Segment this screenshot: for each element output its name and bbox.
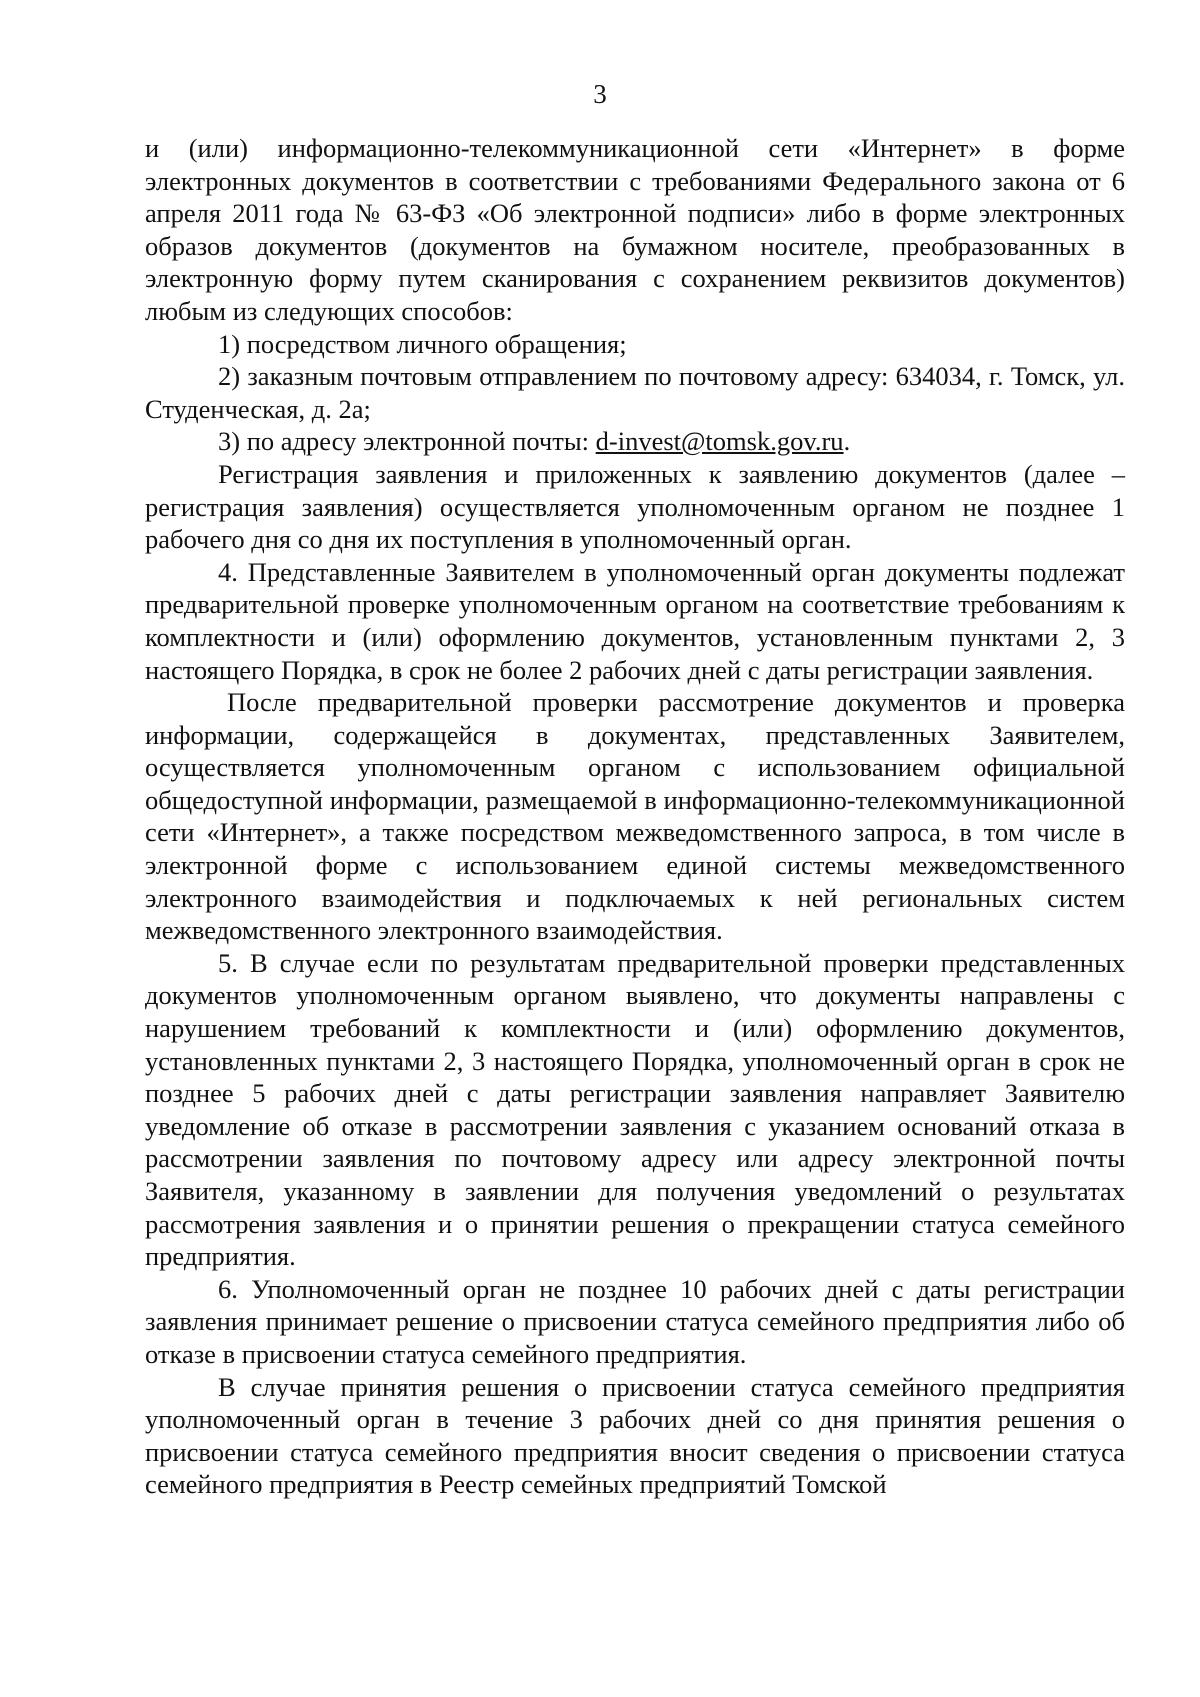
list-item-email [145,425,1125,458]
paragraph-registration: Регистрация заявления и приложенных к заявлению документов (далее – регистрация заявления) осуществляется уполномоченным органом не позднее 1 рабочего дня со дня их поступления в уполномоченный орган. [145,458,1125,555]
paragraph-after-check: После предварительной проверки рассмотрение документов и проверка информации, содержащейся в документах, представленных Заявителем, осуществляется уполномоченным органом с использованием официальной общедоступной информации, размещаемой в информационно-телекоммуникационной сети «Интернет», а также посредством межведомственного запроса, в том числе в электронной форме с использованием единой системы межведомственного электронного взаимодействия и подключаемых к ней региональных систем межведомственного электронного взаимодействия. [145,687,1125,946]
paragraph-item-6: 6. Уполномоченный орган не позднее 10 рабочих дней с даты регистрации заявления принимает решение о присвоении статуса семейного предприятия либо об отказе в присвоении статуса семейного предприятия. [145,1273,1125,1369]
paragraph-submission-methods: и (или) информационно-телекоммуникационной сети «Интернет» в форме электронных документов в соответствии с требованиями Федерального закона от 6 апреля 2011 года № 63-ФЗ «Об электронной подписи» либо в форме электронных образов документов (документов на бумажном носителе, преобразованных в электронную форму путем сканирования с сохранением реквизитов документов) любым из следующих способов: [145,133,1125,326]
page-number: 3 [593,79,607,109]
list-item-email-prefix: 3) по адресу электронной почты: [218,426,596,457]
list-item-mail: 2) заказным почтовым отправлением по почтовому адресу: 634034, г. Томск, ул. Студенческая, д. 2а; [145,361,1125,424]
email-link[interactable]: d-invest@tomsk.gov.ru [595,426,844,457]
paragraph-item-4: 4. Представленные Заявителем в уполномоченный орган документы подлежат предварительной проверке уполномоченным органом на соответствие требованиям к комплектности и (или) оформлению документов, установленным пунктами 2, 3 настоящего Порядка, в срок не более 2 рабочих дней с даты регистрации заявления. [145,556,1125,685]
list-item-email-suffix: . [843,426,851,457]
paragraph-registry: В случае принятия решения о присвоении статуса семейного предприятия уполномоченный орган в течение 3 рабочих дней со дня принятия решения о присвоении статуса семейного предприятия вносит сведения о присвоении статуса семейного предприятия в Реестр семейных предприятий Томской [145,1371,1125,1500]
paragraph-item-5: 5. В случае если по результатам предварительной проверки представленных документов уполномоченным органом выявлено, что документы направлены с нарушением требований к комплектности и (или) оформлению документов, установленных пунктами 2, 3 настоящего Порядка, уполномоченный орган в срок не позднее 5 рабочих дней с даты регистрации заявления направляет Заявителю уведомление об отказе в рассмотрении заявления с указанием оснований отказа в рассмотрении заявления по почтовому адресу или адресу электронной почты Заявителя, указанному в заявлении для получения уведомлений о результатах рассмотрения заявления и о принятии решения о прекращении статуса семейного предприятия. [145,947,1125,1272]
document-body [145,132,1125,1501]
list-item-personal: 1) посредством личного обращения; [218,328,627,359]
